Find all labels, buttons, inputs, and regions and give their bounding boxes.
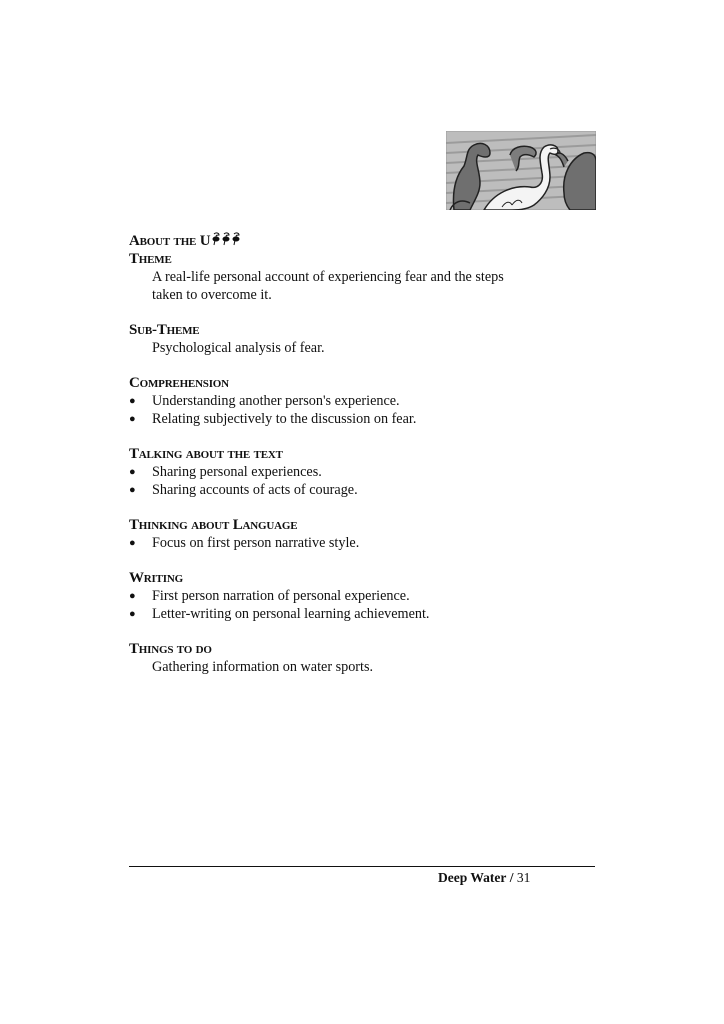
list-item-text: Focus on first person narrative style. [152,535,360,551]
sub-theme-text: Psychological analysis of fear. [152,340,325,356]
things-to-do-section [129,640,569,676]
bullet-icon: ● [129,466,136,478]
talking-section [129,445,569,499]
list-item-text: Relating subjectively to the discussion on fear. [152,411,417,427]
talking-heading: Talking about the text [129,446,283,462]
list-item [129,463,569,481]
bullet-icon: ● [129,413,136,425]
bullet-icon: ● [129,608,136,620]
list-item-text: First person narration of personal experience. [152,588,410,604]
bullet-icon: ● [129,537,136,549]
thinking-heading: Thinking about Language [129,517,298,533]
thinking-section [129,516,569,552]
things-to-do-text: Gathering information on water sports. [152,659,374,675]
flamingos-illustration [446,131,596,210]
about-the-unit-heading [129,232,569,250]
things-to-do-heading: Things to do [129,641,212,657]
theme-section [129,250,569,304]
about-heading-text: About the U [129,233,211,249]
comprehension-heading: Comprehension [129,375,229,391]
theme-text-line-1: A real-life personal account of experiencing fear and the steps [152,269,504,285]
list-item-text: Letter-writing on personal learning achievement. [152,606,430,622]
list-item-text: Understanding another person's experience. [152,393,400,409]
theme-text-line-2: taken to overcome it. [152,287,272,303]
bullet-icon: ● [129,395,136,407]
comprehension-section [129,374,569,428]
sub-theme-section [129,321,569,357]
writing-list [129,587,569,623]
footer-separator: / [509,870,514,885]
unit-overview [129,232,569,693]
writing-section [129,569,569,623]
footer-divider [129,866,595,867]
list-item-text: Sharing accounts of acts of courage. [152,482,358,498]
comprehension-list [129,392,569,428]
list-item [129,534,569,552]
bullet-icon: ● [129,590,136,602]
page-number: 31 [516,870,531,885]
chapter-title: Deep Water [438,870,507,885]
list-item [129,605,569,623]
bullet-icon: ● [129,484,136,496]
thinking-list [129,534,569,552]
list-item [129,410,569,428]
writing-heading: Writing [129,570,183,586]
talking-list [129,463,569,499]
sub-theme-heading: Sub-Theme [129,322,200,338]
theme-heading: Theme [129,251,172,267]
list-item [129,587,569,605]
list-item [129,392,569,410]
list-item [129,481,569,499]
page-footer [438,870,530,886]
list-item-text: Sharing personal experiences. [152,464,322,480]
flamingo-glyphs-icon [211,232,241,246]
